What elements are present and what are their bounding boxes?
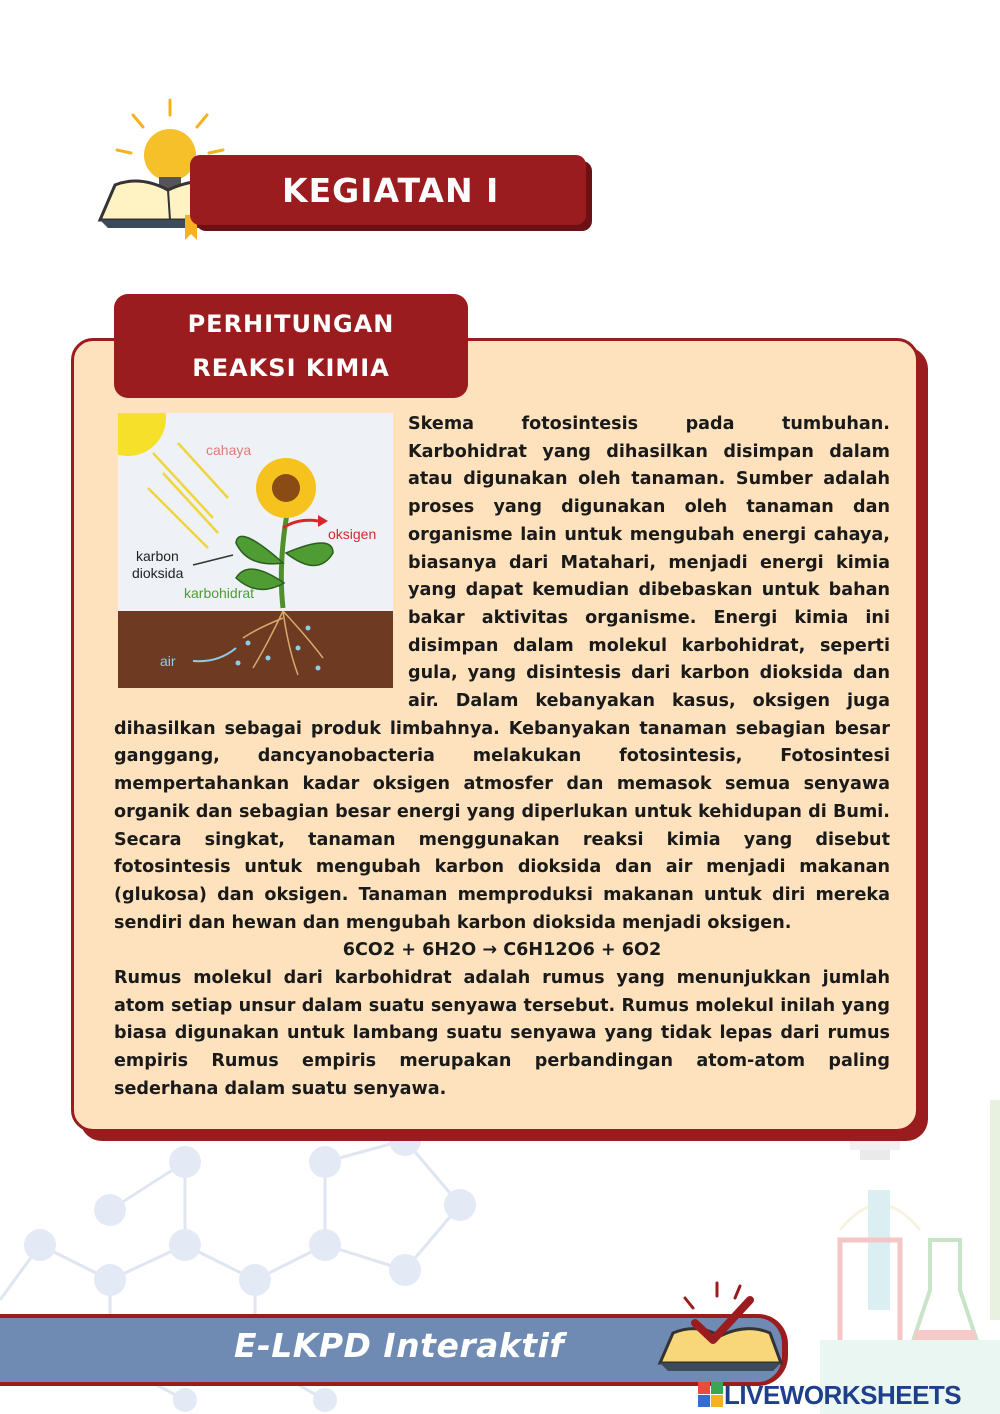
label-karbon: karbon: [136, 548, 179, 564]
kegiatan-title: KEGIATAN I: [282, 170, 500, 210]
label-karbohidrat: karbohidrat: [184, 585, 255, 601]
paragraph-1: Skema fotosintesis pada tumbuhan. Karbohidrat yang dihasilkan disimpan dalam atau digunakan oleh tanaman. Sumber adalah proses yang digunakan oleh tanaman dan organisme lain untuk mengubah energi cahaya, biasanya dari Matahari, menjadi energi kimia yang dapat kemudian dibebaskan untuk bahan bakar aktivitas organisme. Energi kimia ini disimpan dalam molekul karbohidrat, seperti gula, yang disintesis dari karbon dioksida dan air. Dalam kebanyakan kasus, oksigen juga dihasilkan sebagai produk limbahnya. Kebanyakan tanaman sebagian besar ganggang, dancyanobacteria melakukan fotosintesis, Fotosintesi mempertahankan kadar oksigen atmosfer dan memasok semua senyawa organik dan sebagian besar energi yang diperlukan untuk kehidupan di Bumi. Secara singkat, tanaman menggunakan reaksi kimia yang disebut fotosintesis untuk mengubah karbon dioksida dan air menjadi makanan (glukosa) dan oksigen. Tanaman memproduksi makanan untuk diri mereka sendiri dan hewan dan mengubah karbon dioksida menjadi oksigen.: [114, 414, 890, 933]
section-title-tab: [114, 294, 468, 398]
liveworksheets-watermark: [698, 1380, 961, 1410]
watermark-text: LIVEWORKSHEETS: [724, 1379, 962, 1410]
section-title-line1: PERHITUNGAN: [187, 310, 395, 338]
section-title-line2: REAKSI KIMIA: [192, 354, 390, 382]
label-air: air: [160, 653, 176, 669]
book-checkmark-icon: [655, 1278, 785, 1378]
lab-equipment-decoration: [820, 1090, 1000, 1414]
label-dioksida: dioksida: [132, 565, 184, 581]
kegiatan-title-banner: [190, 155, 586, 225]
paragraph-2: Rumus molekul dari karbohidrat adalah rumus yang menunjukkan jumlah atom setiap unsur dalam suatu senyawa tersebut. Rumus molekul inilah yang biasa digunakan untuk lambang suatu senyawa yang tidak lepas dari rumus empiris Rumus empiris merupakan perbandingan atom-atom paling sederhana dalam suatu senyawa.: [114, 968, 890, 1099]
content-text-block: [114, 411, 890, 1104]
label-oksigen: oksigen: [328, 526, 377, 542]
chemical-equation: 6CO2 + 6H2O → C6H12O6 + 6O2: [342, 940, 662, 961]
diagram-float-spacer: [114, 411, 408, 689]
label-cahaya: cahaya: [206, 442, 252, 458]
footer-title: E-LKPD Interaktif: [234, 1326, 565, 1365]
liveworksheets-logo-icon: [698, 1382, 724, 1408]
